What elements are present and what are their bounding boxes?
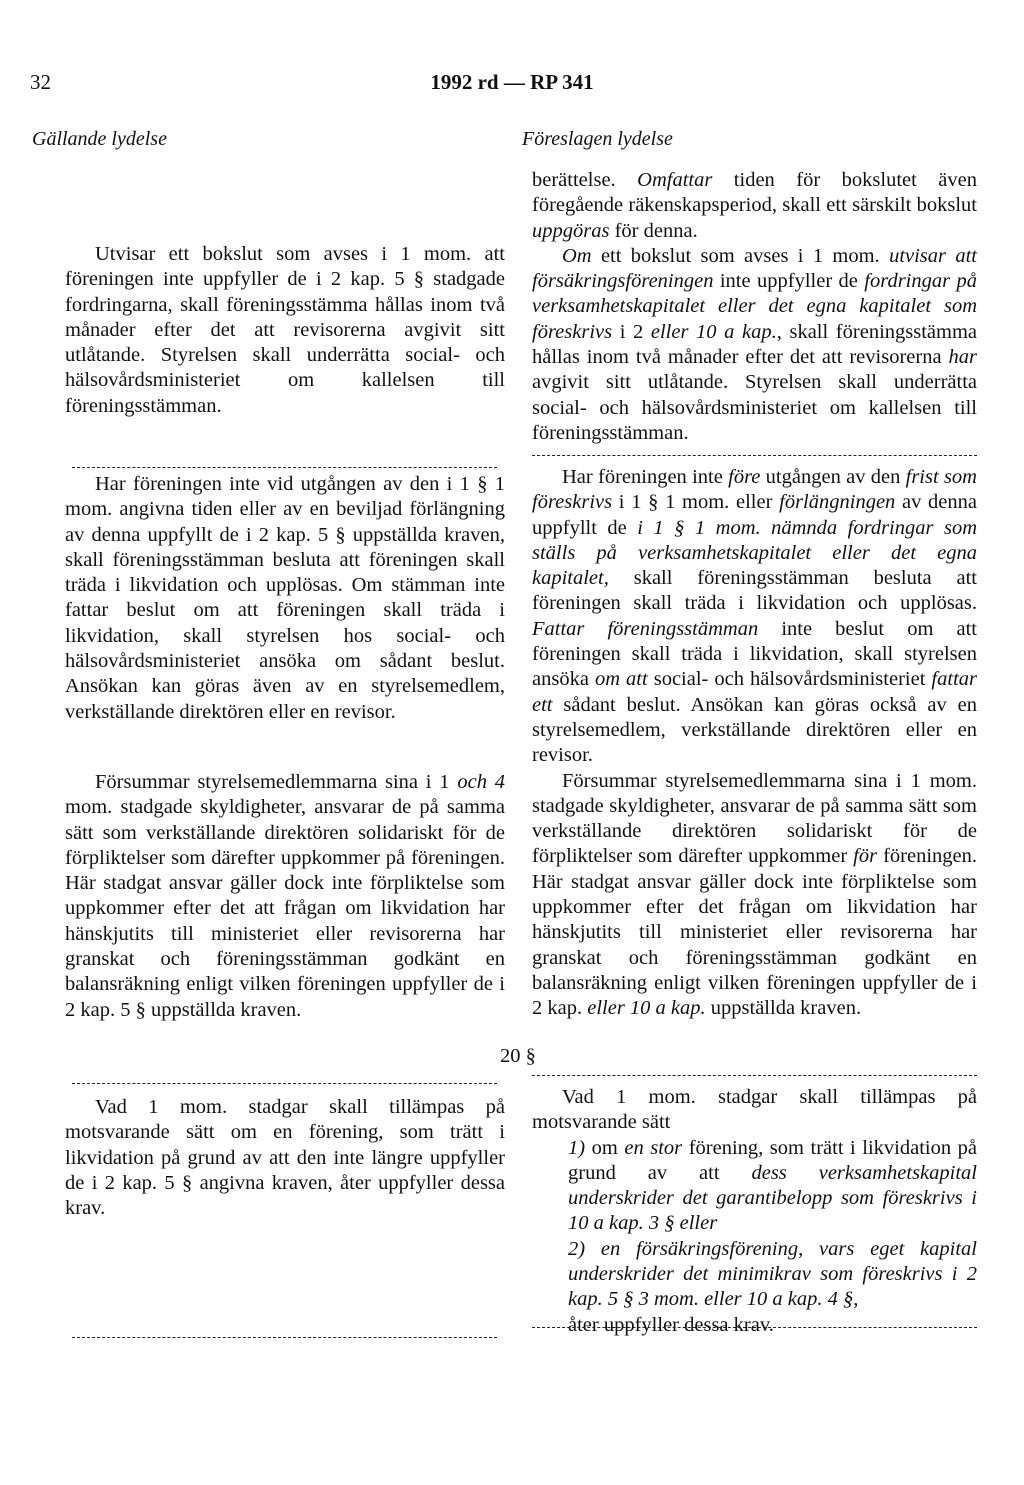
left-separator-2	[72, 1083, 497, 1084]
page-number: 32	[30, 70, 51, 94]
left-separator-3	[72, 1337, 497, 1338]
left-paragraph-2: Har föreningen inte vid utgången av den i 1 § 1 mom. angivna tiden eller av en beviljad förlängning av denna uppfyllt de i 2 kap. 5 § uppställda kraven, skall föreningsstämman besluta att föreningen skall träda i likvidation och upplösas. Om stämman inte fattar beslut om att föreningen skall träda i likvidation, skall styrelsen hos social- och hälsovårdsministeriet ansöka om sådant beslut. Ansökan kan göras även av en styrelsemedlem, verkställande direktören eller en revisor.	[65, 473, 505, 723]
running-head: 1992 rd — RP 341	[430, 70, 594, 94]
left-separator-1	[72, 467, 497, 468]
right-column-heading: Föreslagen lydelse	[522, 128, 673, 150]
right-separator-1	[532, 455, 977, 456]
left-paragraph-3: Försummar styrelsemedlemmarna sina i 1 och 4 mom. stadgade skyldigheter, ansvarar de på samma sätt som verkställande direktören solidariskt för de förpliktelser som därefter uppkommer på föreningen. Här stadgat ansvar gäller dock inte förpliktelse som uppkommer efter det att frågan om likvidation har hänskjutits till ministeriet eller revisorerna har granskat och föreningsstämman godkänt en balansräkning enligt vilken föreningen uppfyller de i 2 kap. 5 § uppställda kraven.	[65, 771, 505, 1021]
section-marker: 20 §	[500, 1045, 536, 1067]
right-separator-2	[532, 1075, 977, 1076]
right-paragraph-1: berättelse. Omfattar tiden för bokslutet även föregående räkenskapsperiod, skall ett särskilt bokslut uppgöras för denna. Om ett bokslut som avses i 1 mom. utvisar att försäkringsföreningen inte uppfyller de fordringar på verksamhetskapitalet eller det egna kapitalet som föreskrivs i 2 eller 10 a kap., skall föreningsstämma hållas inom två månader efter det att revisorerna har avgivit sitt utlåtande. Styrelsen skall underrätta social- och hälsovårdsministeriet om kallelsen till föreningsstämman.	[532, 169, 977, 444]
left-paragraph-1: Utvisar ett bokslut som avses i 1 mom. att föreningen inte uppfyller de i 2 kap. 5 § stadgade fordringarna, skall föreningsstämma hållas inom två månader efter det att revisorerna avgivit sitt utlåtande. Styrelsen skall underrätta social- och hälsovårdsministeriet om kallelsen till föreningsstämman.	[65, 243, 505, 417]
right-separator-3	[532, 1327, 977, 1328]
right-paragraph-3: Vad 1 mom. stadgar skall tillämpas på motsvarande sätt 1) om en stor förening, som trätt i likvidation på grund av att dess verksamhetskapital underskrider det garantibelopp som föreskrivs i 10 a kap. 3 § eller 2) en försäkringsförening, vars eget kapital underskrider det minimikrav som föreskrivs i 2 kap. 5 § 3 mom. eller 10 a kap. 4 §, åter uppfyller dessa krav.	[532, 1086, 978, 1336]
left-paragraph-4: Vad 1 mom. stadgar skall tillämpas på motsvarande sätt om en förening, som trätt i likvidation på grund av att den inte längre uppfyller de i 2 kap. 5 § angivna kraven, åter uppfyller dessa krav.	[65, 1096, 505, 1220]
right-paragraph-2: Har föreningen inte före utgången av den frist som föreskrivs i 1 § 1 mom. eller förlängningen av denna uppfyllt de i 1 § 1 mom. nämnda fordringar som ställs på verksamhetskapitalet eller det egna kapitalet, skall föreningsstämman besluta att föreningen skall träda i likvidation och upplösas. Fattar föreningsstämman inte beslut om att föreningen skall träda i likvidation, skall styrelsen ansöka om att social- och hälsovårdsministeriet fattar ett sådant beslut. Ansökan kan göras också av en styrelsemedlem, verkställande direktören eller en revisor. Försummar styrelsemedlemmarna sina i 1 mom. stadgade skyldigheter, ansvarar de på samma sätt som verkställande direktören solidariskt för de förpliktelser som därefter uppkommer för föreningen. Här stadgat ansvar gäller dock inte förpliktelse som uppkommer efter det frågan om likvidation har hänskjutits till ministeriet eller revisorerna har granskat och föreningsstämman godkänt en balansräkning enligt vilken föreningen uppfyller de i 2 kap. eller 10 a kap. uppställda kraven.	[532, 466, 977, 1020]
left-column-heading: Gällande lydelse	[32, 128, 167, 150]
